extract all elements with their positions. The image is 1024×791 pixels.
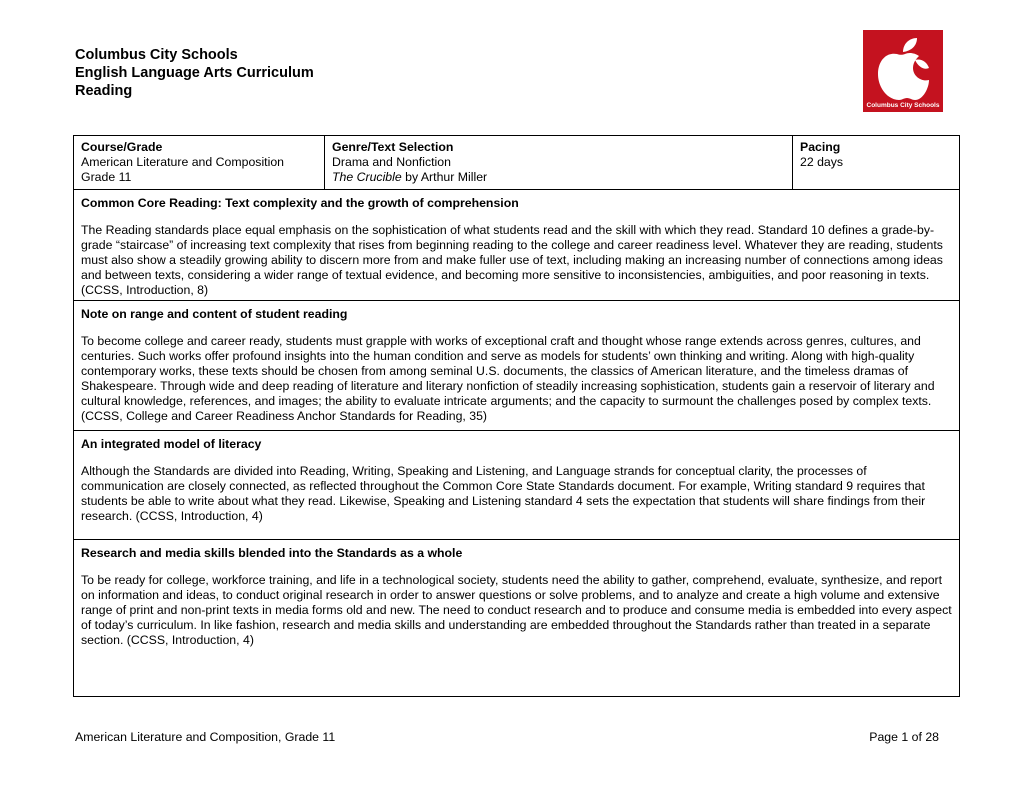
section-body: Although the Standards are divided into Reading, Writing, Speaking and Listening, and Language strands for conceptual clarity, the processes of communication are closely connected, as reflected throughout the Common Core State Standards document. For example, Writing standard 9 requires that students be able to write about what they read. Likewise, Speaking and Listening standard 4 sets the expectation that students will share findings from their research. (CCSS, Introduction, 4) <box>81 464 926 523</box>
course-name: American Literature and Composition <box>81 155 285 169</box>
section-body: The Reading standards place equal emphasis on the sophistication of what students read and the skill with which they read. Standard 10 defines a grade-by-grade “staircase” of increasing text complexity that rises from beginning reading to the college and career readiness level. Whatever they are reading, students must also show a steadily growing ability to discern more from and make fuller use of text, including making an increasing number of connections among ideas and between texts, considering a wider range of textual evidence, and becoming more sensitive to inconsistencies, ambiguities, and poor reasoning in texts. (CCSS, Introduction, 8) <box>81 223 943 297</box>
pacing-cell <box>792 136 959 189</box>
footer-page-number: Page 1 of 28 <box>869 730 939 744</box>
section-text-complexity <box>74 190 959 301</box>
header-subject: Reading <box>75 83 133 99</box>
text-selection <box>332 170 785 185</box>
section-research-media <box>74 540 959 696</box>
course-grade-cell <box>74 136 324 189</box>
course-grade-label: Course/Grade <box>81 140 163 154</box>
header-curriculum: English Language Arts Curriculum <box>75 65 314 81</box>
section-heading: Common Core Reading: Text complexity and the growth of comprehension <box>81 196 519 210</box>
text-author: by Arthur Miller <box>401 170 488 184</box>
genre-label: Genre/Text Selection <box>332 140 454 154</box>
course-info-row <box>74 136 959 190</box>
document-header <box>75 46 314 100</box>
section-range-content <box>74 301 959 431</box>
pacing-value: 22 days <box>800 155 844 169</box>
genre-cell <box>324 136 792 189</box>
columbus-city-schools-logo <box>863 30 943 112</box>
genre-value: Drama and Nonfiction <box>332 155 451 169</box>
pacing-label: Pacing <box>800 140 841 154</box>
header-district: Columbus City Schools <box>75 47 238 63</box>
text-title: The Crucible <box>332 170 402 184</box>
section-body: To become college and career ready, students must grapple with works of exceptional craft and thought whose range extends across genres, cultures, and centuries. Such works offer profound insights into the human condition and serve as models for students’ own thinking and writing. Along with high-quality contemporary works, these texts should be chosen from among seminal U.S. documents, the classics of American literature, and the timeless dramas of Shakespeare. Through wide and deep reading of literature and literary nonfiction of steadily increasing sophistication, students gain a reservoir of literary and cultural knowledge, references, and images; the ability to evaluate intricate arguments; and the capacity to surmount the challenges posed by complex texts. (CCSS, College and Career Readiness Anchor Standards for Reading, 35) <box>81 334 935 423</box>
logo-text: Columbus City Schools <box>866 102 940 109</box>
section-heading: Note on range and content of student reading <box>81 307 348 321</box>
section-heading: Research and media skills blended into the Standards as a whole <box>81 546 463 560</box>
footer-course: American Literature and Composition, Grade 11 <box>75 730 336 744</box>
course-grade: Grade 11 <box>81 170 132 184</box>
section-heading: An integrated model of literacy <box>81 437 262 451</box>
apple-icon <box>863 30 943 112</box>
curriculum-table <box>73 135 960 697</box>
section-body: To be ready for college, workforce training, and life in a technological society, students need the ability to gather, comprehend, evaluate, synthesize, and report on information and ideas, to conduct original research in order to answer questions or solve problems, and to analyze and create a high volume and extensive range of print and non-print texts in media forms old and new. The need to conduct research and to produce and consume media is embedded into every aspect of today’s curriculum. In like fashion, research and media skills and understanding are embedded throughout the Standards rather than treated in a separate section. (CCSS, Introduction, 4) <box>81 573 952 647</box>
section-integrated-literacy <box>74 431 959 540</box>
